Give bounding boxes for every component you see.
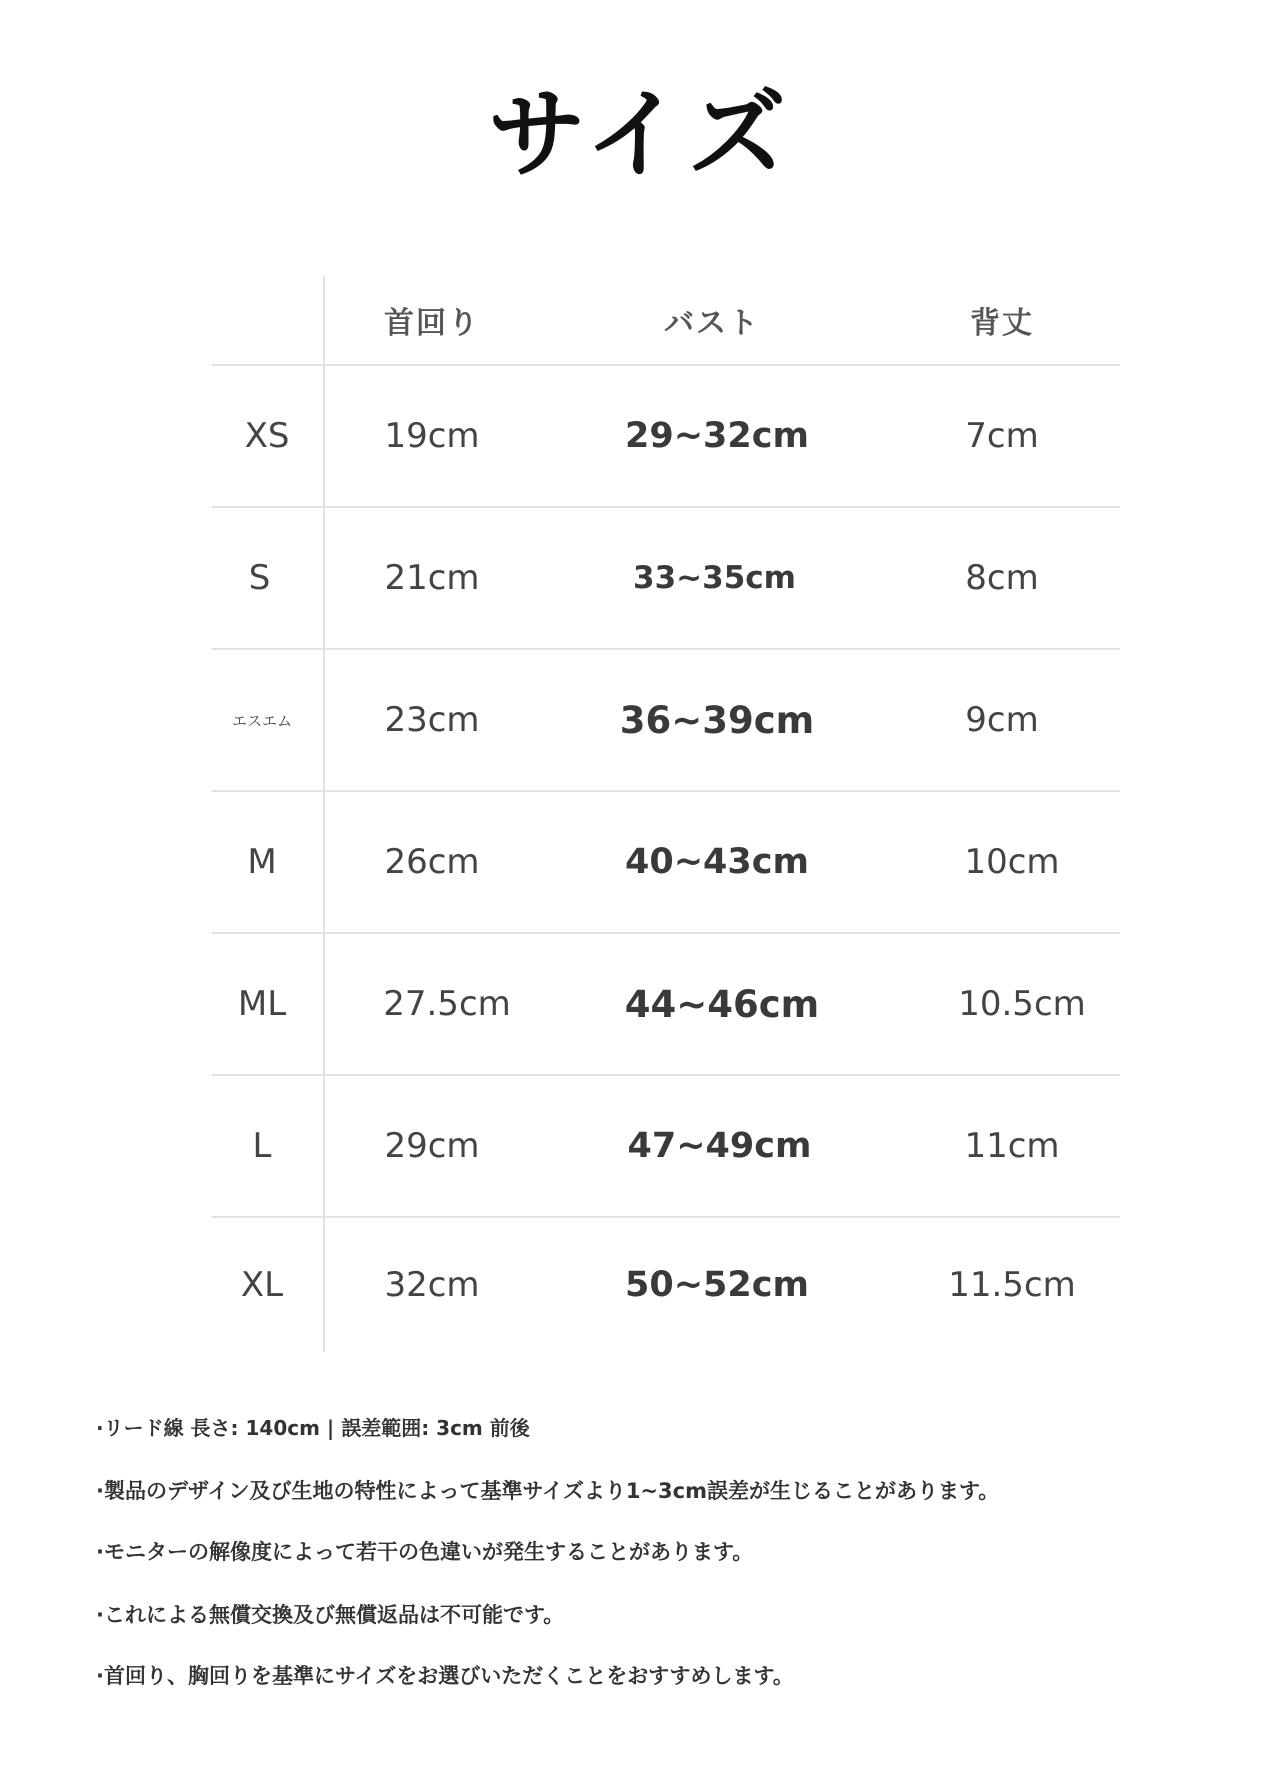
neck-value: 19cm	[384, 416, 480, 456]
neck-value: 32cm	[384, 1265, 480, 1305]
size-label: M	[247, 842, 277, 882]
table-row	[212, 792, 1120, 932]
neck-value: 23cm	[384, 700, 480, 740]
length-value: 7cm	[965, 416, 1039, 456]
size-label: L	[252, 1126, 272, 1166]
neck-value: 26cm	[384, 842, 480, 882]
table-row	[212, 934, 1120, 1074]
note-item: ·これによる無償交換及び無償返品は不可能です。	[96, 1603, 565, 1627]
size-label: エスエム	[231, 711, 292, 730]
bust-value: 36~39cm	[619, 698, 815, 742]
header-bust: バスト	[664, 306, 760, 341]
bust-value: 33~35cm	[633, 560, 796, 596]
note-item: ·モニターの解像度によって若干の色違いが発生することがあります。	[96, 1540, 754, 1564]
table-header-row	[212, 276, 1120, 364]
neck-value: 21cm	[384, 558, 480, 598]
table-row	[212, 1076, 1120, 1216]
length-value: 10.5cm	[958, 984, 1086, 1024]
table-row	[212, 1218, 1120, 1352]
header-neck: 首回り	[384, 306, 480, 341]
length-value: 8cm	[965, 558, 1039, 598]
length-value: 10cm	[964, 842, 1060, 882]
bust-value: 44~46cm	[624, 982, 820, 1026]
bust-value: 50~52cm	[625, 1265, 809, 1305]
size-label: ML	[237, 984, 287, 1024]
size-label: XL	[240, 1265, 284, 1305]
length-value: 11cm	[964, 1126, 1060, 1166]
bust-value: 29~32cm	[625, 416, 809, 456]
note-item: ·リード線 長さ: 140cm | 誤差範囲: 3cm 前後	[96, 1416, 530, 1440]
note-item: ·製品のデザイン及び生地の特性によって基準サイズより1~3cm誤差が生じることがあります。	[96, 1479, 1000, 1503]
bust-value: 47~49cm	[627, 1126, 812, 1166]
length-value: 9cm	[965, 700, 1039, 740]
size-table	[212, 276, 1120, 1352]
table-row	[212, 650, 1120, 790]
bust-value: 40~43cm	[625, 842, 809, 882]
neck-value: 29cm	[384, 1126, 480, 1166]
size-label: XS	[244, 416, 290, 456]
size-label: S	[248, 558, 271, 598]
table-row	[212, 508, 1120, 648]
neck-value: 27.5cm	[383, 984, 511, 1024]
page-title: サイズ	[487, 78, 793, 192]
note-item: ·首回り、胸回りを基準にサイズをお選びいただくことをおすすめします。	[96, 1664, 794, 1688]
header-length: 背丈	[970, 306, 1034, 341]
table-row	[212, 366, 1120, 506]
length-value: 11.5cm	[948, 1265, 1076, 1305]
